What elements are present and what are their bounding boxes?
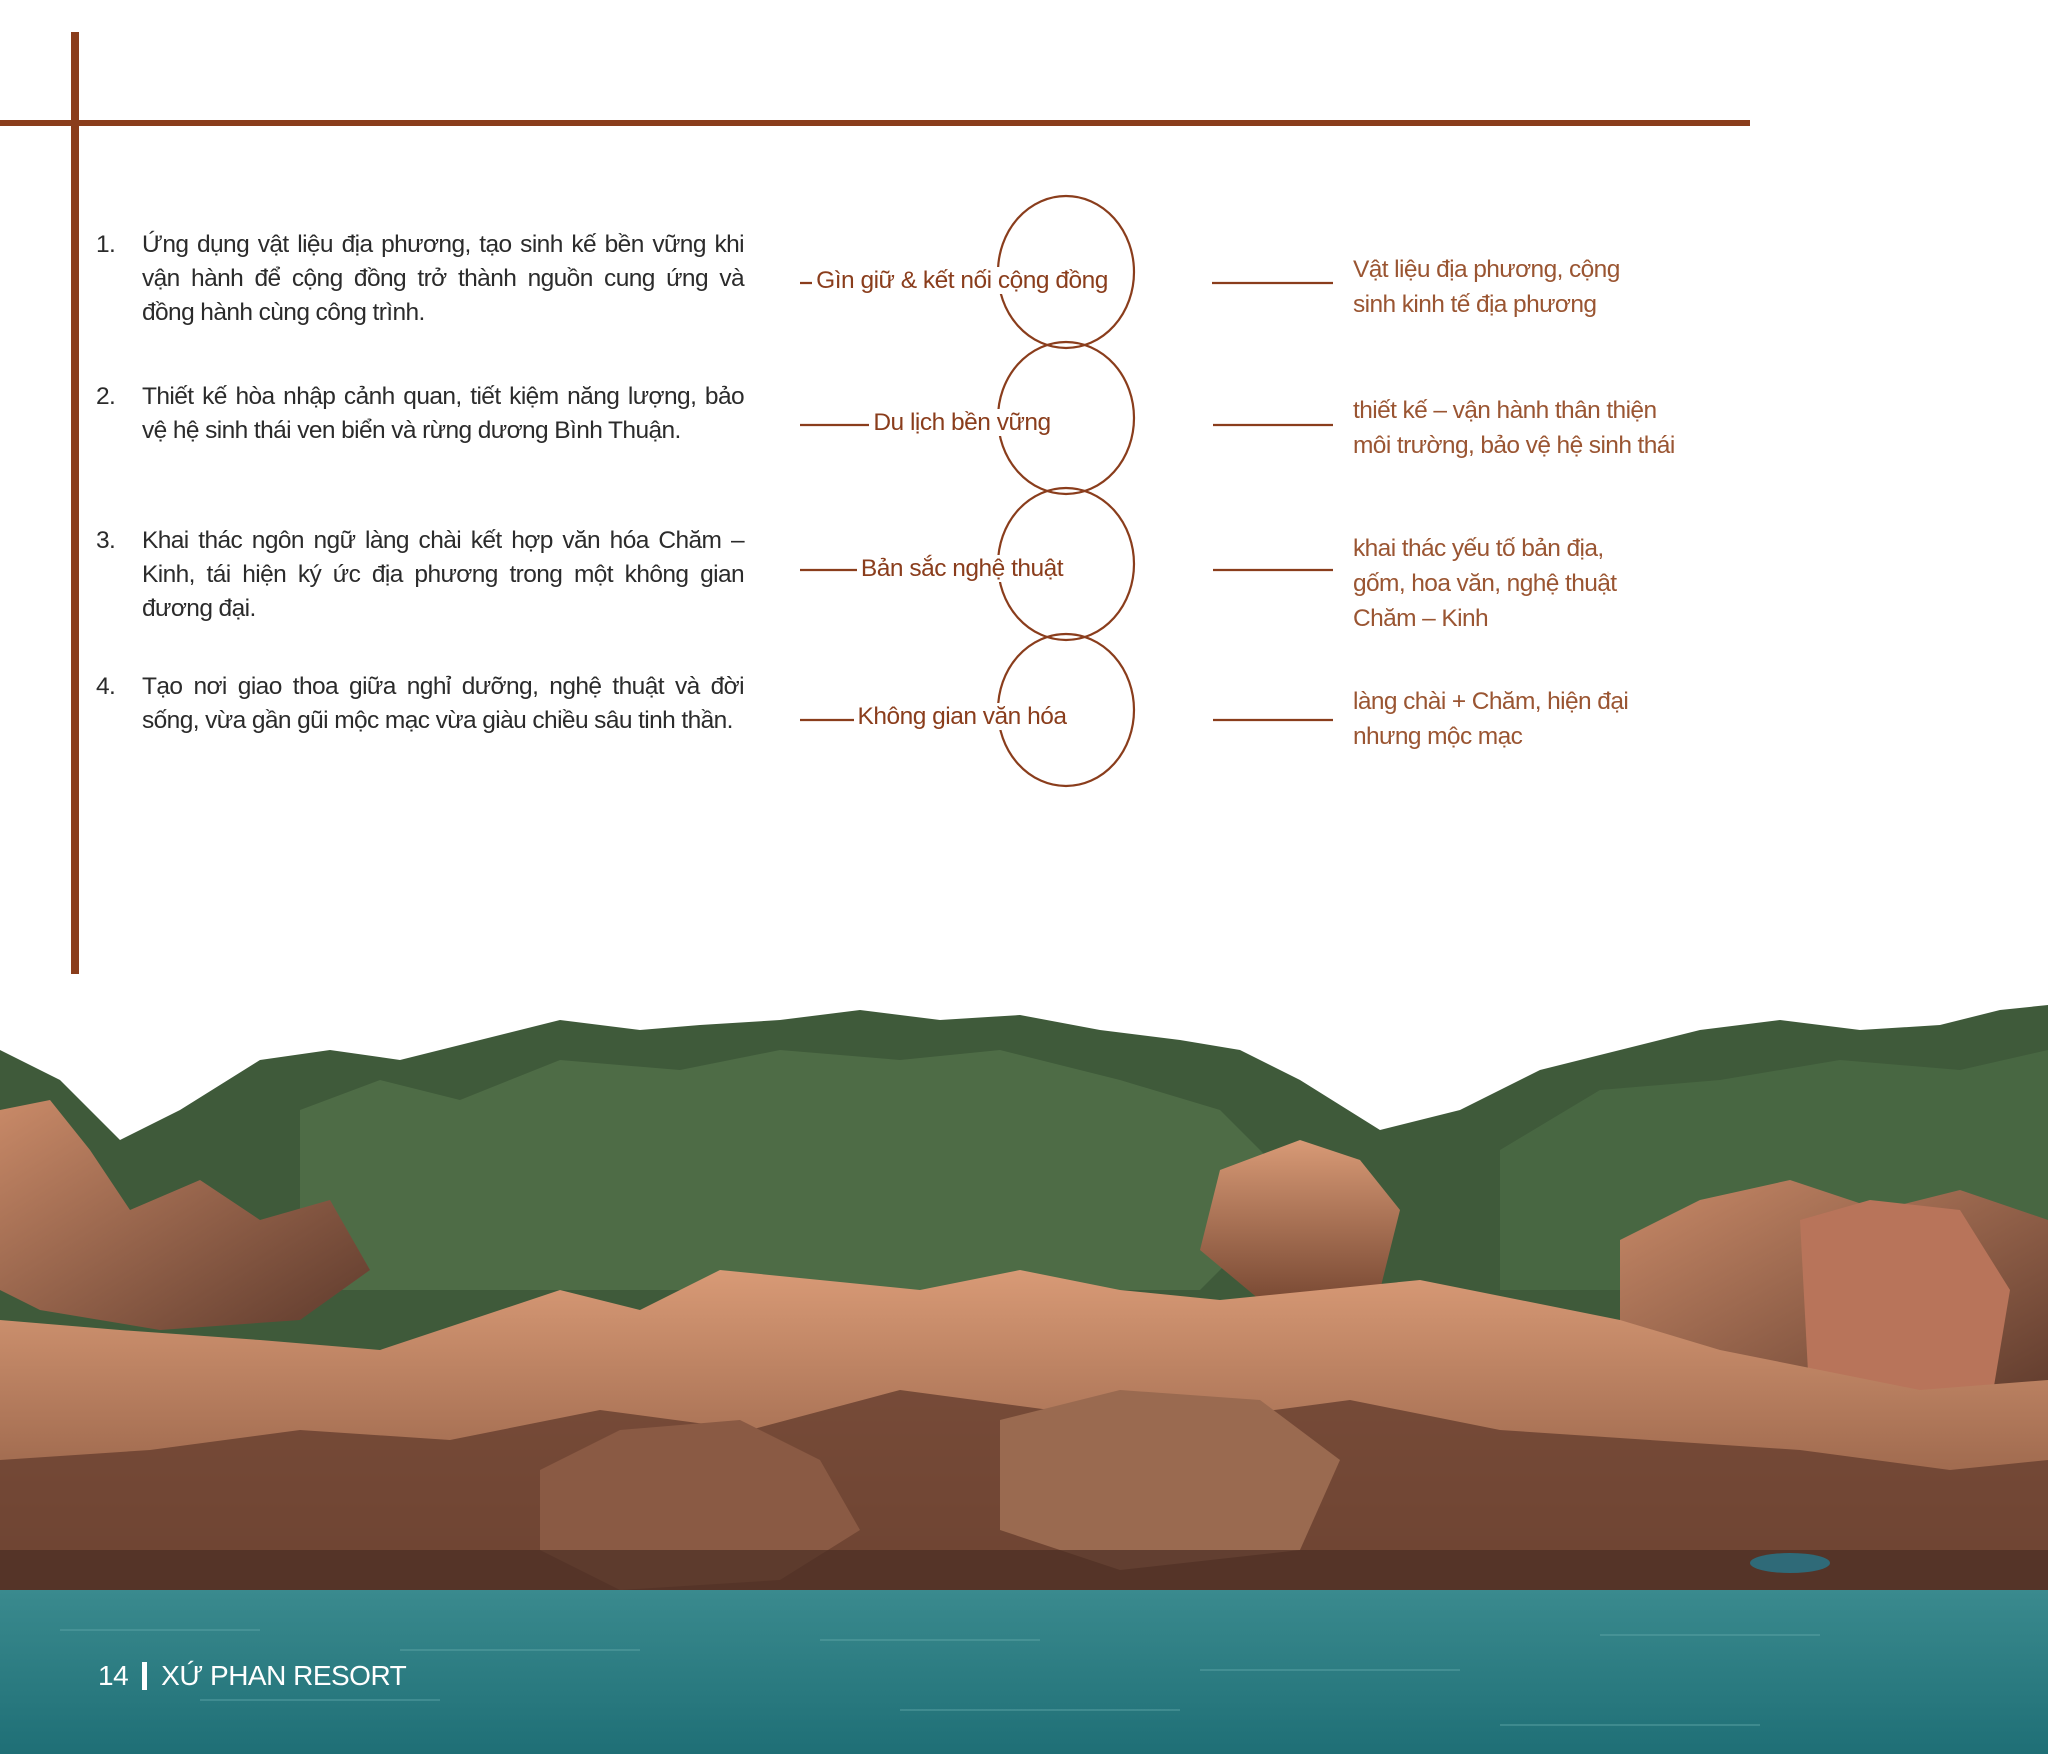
note-line: sinh kinh tế địa phương xyxy=(1353,291,1597,318)
footer-divider xyxy=(142,1662,147,1690)
item-number: 2. xyxy=(96,383,116,410)
item-number: 1. xyxy=(96,231,116,258)
pillar-note xyxy=(1353,684,1693,754)
item-number: 4. xyxy=(96,673,116,700)
pillar-label: Không gian văn hóa xyxy=(790,703,1134,731)
pillar-note xyxy=(1353,252,1693,322)
note-line: Vật liệu địa phương, cộng xyxy=(1353,256,1620,283)
pillars-diagram xyxy=(790,195,1150,795)
item-text: Ứng dụng vật liệu địa phương, tạo sinh kế bền vững khi vận hành để cộng đồng trở thành nguồn cung ứng và đồng hành cùng công trình. xyxy=(142,231,744,326)
note-line: nhưng mộc mạc xyxy=(1353,723,1523,750)
pillar-note xyxy=(1353,393,1693,463)
note-line: khai thác yếu tố bản địa, xyxy=(1353,535,1604,562)
pillar-note xyxy=(1353,531,1693,636)
note-line: thiết kế – vận hành thân thiện xyxy=(1353,397,1657,424)
publication-title: XỨ PHAN RESORT xyxy=(161,1660,407,1691)
pillar-label: Du lịch bền vững xyxy=(790,409,1134,437)
note-line: gốm, hoa văn, nghệ thuật xyxy=(1353,570,1617,597)
note-line: môi trường, bảo vệ hệ sinh thái xyxy=(1353,432,1675,459)
note-line: làng chài + Chăm, hiện đại xyxy=(1353,688,1629,715)
page-number: 14 xyxy=(98,1660,129,1691)
pillar-label: Bản sắc nghệ thuật xyxy=(790,555,1134,583)
item-text: Tạo nơi giao thoa giữa nghỉ dưỡng, nghệ thuật và đời sống, vừa gần gũi mộc mạc vừa giàu chiều sâu tinh thần. xyxy=(142,673,744,734)
item-text: Khai thác ngôn ngữ làng chài kết hợp văn hóa Chăm – Kinh, tái hiện ký ức địa phương trong một không gian đương đại. xyxy=(142,527,744,622)
page-footer xyxy=(98,1660,406,1692)
coastal-rocks-photo xyxy=(0,990,2048,1754)
item-number: 3. xyxy=(96,527,116,554)
note-line: Chăm – Kinh xyxy=(1353,605,1489,632)
pillar-label: Gìn giữ & kết nối cộng đồng xyxy=(790,267,1134,295)
item-text: Thiết kế hòa nhập cảnh quan, tiết kiệm năng lượng, bảo vệ hệ sinh thái ven biển và rừng dương Bình Thuận. xyxy=(142,383,744,444)
